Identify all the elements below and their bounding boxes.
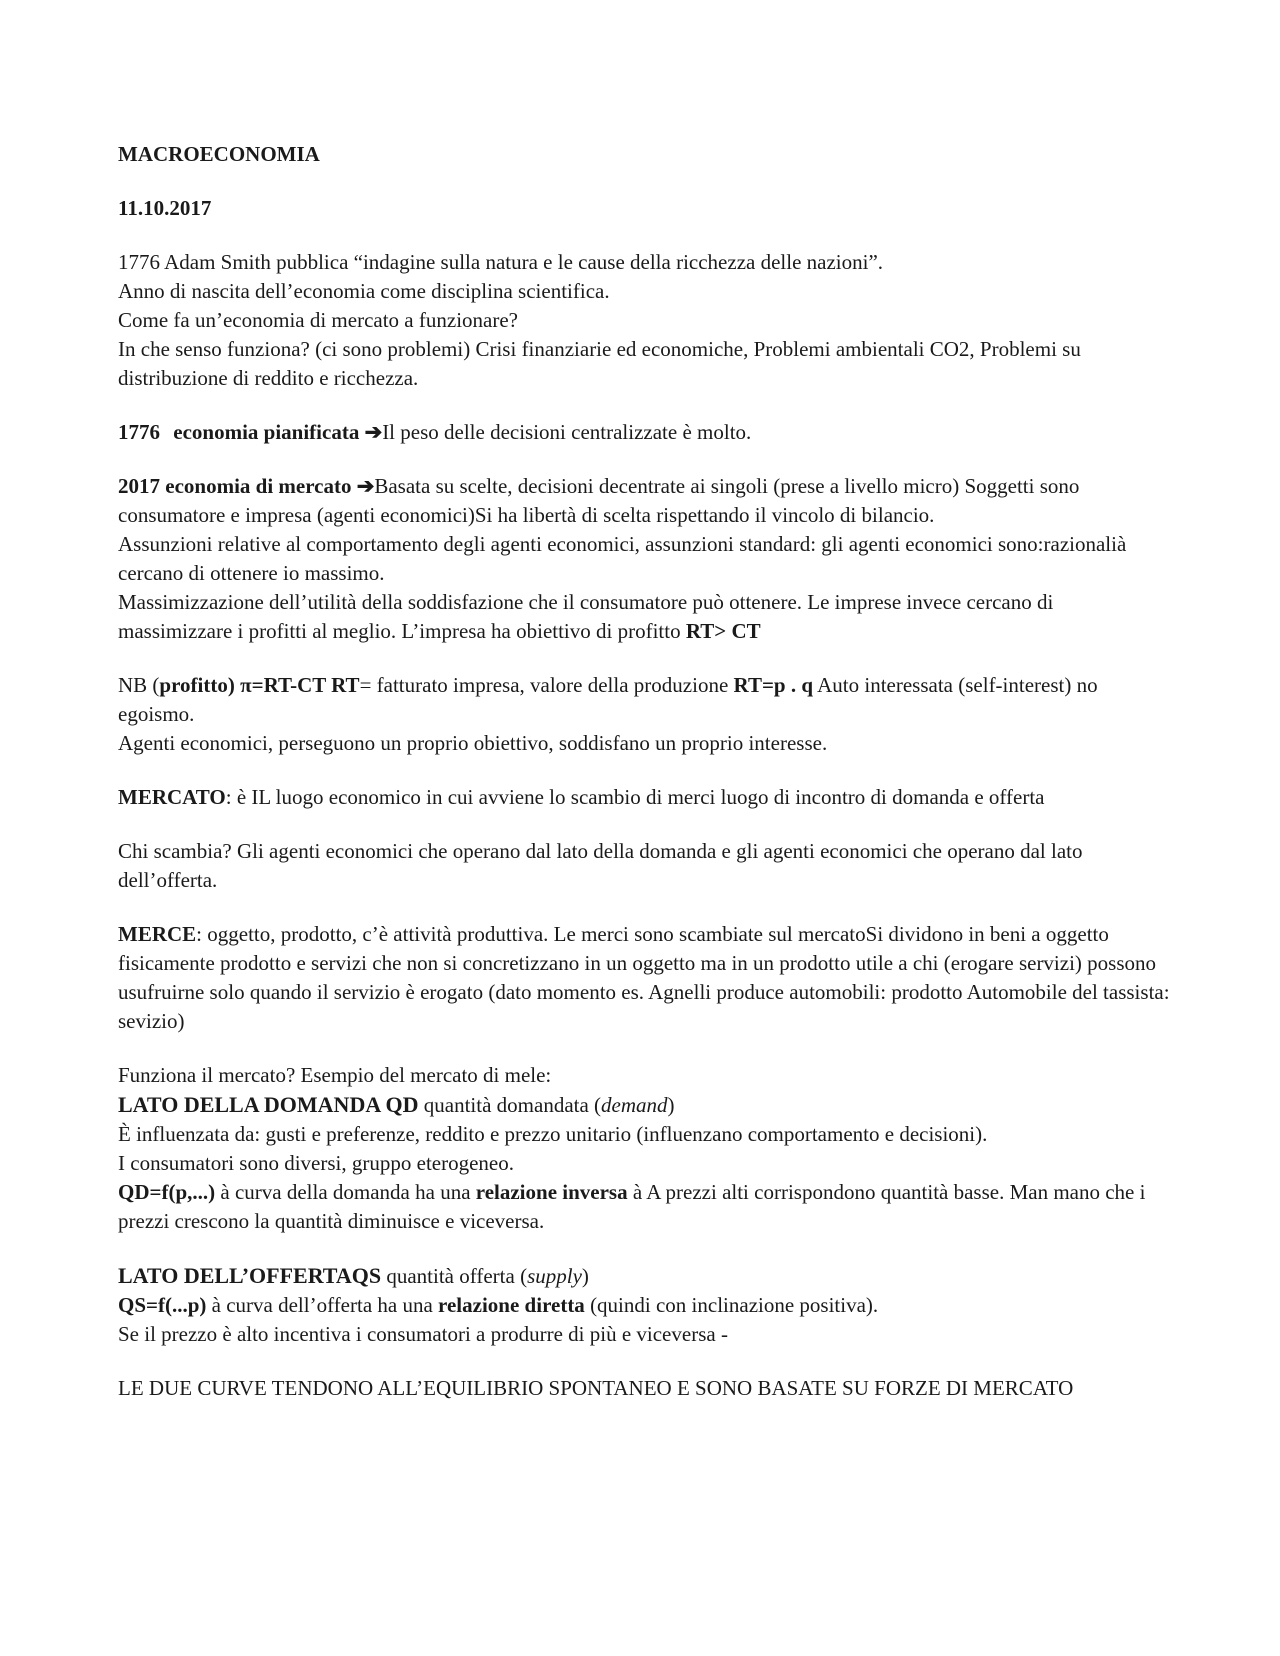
supply-formula-rest: (quindi con inclinazione positiva). (584, 1293, 879, 1317)
nb-text-1: = fatturato impresa, valore della produzione (359, 673, 734, 697)
supply-paragraph (118, 1261, 1170, 1349)
revenue-formula: RT=p . q (733, 673, 814, 697)
demand-heading-close: ) (667, 1093, 675, 1117)
lecture-date: 11.10.2017 (118, 196, 212, 220)
nb-text-2: Auto interessata (self-interest) no egoismo. (118, 673, 1098, 726)
inverse-relation: relazione inversa (475, 1180, 628, 1204)
planned-text: Il peso delle decisioni centralizzate è molto. (382, 420, 752, 444)
market-economy-text-1: Basata su scelte, decisioni decentrate ai singoli (prese a livello micro) Soggetti sono consumatore e impresa (agenti economici)Si ha libertà di scelta rispettando il vincolo di bilancio. (118, 474, 1080, 527)
supply-italic: supply (527, 1264, 582, 1288)
document-title: MACROECONOMIA (118, 142, 320, 166)
demand-heading-rest: quantità domandata ( (418, 1093, 602, 1117)
supply-heading-line (118, 1261, 1170, 1291)
mercato-definition: : è IL luogo economico in cui avviene lo scambio di merci luogo di incontro di domanda e offerta (225, 785, 1045, 809)
supply-formula-line (118, 1291, 1170, 1320)
arrow-right-icon: ➔ (356, 474, 375, 498)
supply-line-3: Se il prezzo è alto incentiva i consumatori a produrre di più e viceversa - (118, 1322, 728, 1346)
arrow-right-icon: ➔ (364, 420, 383, 444)
mercato-paragraph (118, 783, 1170, 812)
merce-term: MERCE (118, 922, 197, 946)
market-economy-text-2: Assunzioni relative al comportamento degli agenti economici, assunzioni standard: gli agenti economici sono:razionalià cercano di ottenere io massimo. (118, 532, 1127, 585)
supply-formula: QS=f(...p) (118, 1293, 207, 1317)
market-economy-lead: 2017 economia di mercato (118, 474, 352, 498)
demand-line-1: È influenzata da: gusti e preferenze, reddito e prezzo unitario (influenzano comportamento e decisioni). (118, 1122, 988, 1146)
supply-heading: LATO DELL’OFFERTAQS (118, 1263, 382, 1288)
market-economy-paragraph (118, 472, 1170, 646)
market-economy-text-3: Massimizzazione dell’utilità della soddisfazione che il consumatore può ottenere. Le imprese invece cercano di massimizzare i profitti al meglio. L’impresa ha obiettivo di profitto (118, 590, 1054, 643)
document-page (118, 140, 1170, 1428)
market-economy-line-1 (118, 472, 1170, 530)
market-economy-line-3 (118, 588, 1170, 646)
merce-paragraph (118, 920, 1170, 1036)
intro-line-2: Anno di nascita dell’economia come disciplina scientifica. (118, 279, 610, 303)
intro-paragraph (118, 248, 1170, 393)
planned-year: 1776 (118, 420, 160, 444)
nb-prefix: NB ( (118, 673, 160, 697)
planned-label: economia pianificata (173, 420, 360, 444)
direct-relation: relazione diretta (438, 1293, 585, 1317)
chi-scambia-paragraph: Chi scambia? Gli agenti economici che operano dal lato della domanda e gli agenti economici che operano dal lato dell’offerta. (118, 839, 1083, 892)
intro-line-4: In che senso funziona? (ci sono problemi) Crisi finanziarie ed economiche, Problemi ambientali CO2, Problemi su distribuzione di reddito e ricchezza. (118, 337, 1081, 390)
merce-definition: : oggetto, prodotto, c’è attività produttiva. Le merci sono scambiate sul mercatoSi dividono in beni a oggetto fisicamente prodotto e servizi che non si concretizzano in un oggetto ma in un prodotto utile a chi (erogare servizi) possono usufruirne solo quando il servizio è erogato (dato momento es. Agnelli produce automobili: prodotto Automobile del tassista: sevizio) (118, 922, 1170, 1033)
profit-condition: RT> CT (685, 619, 761, 643)
demand-intro: Funziona il mercato? Esempio del mercato di mele: (118, 1063, 552, 1087)
demand-formula-mid: à curva della domanda ha una (215, 1180, 476, 1204)
intro-line-1: 1776 Adam Smith pubblica “indagine sulla natura e le cause della ricchezza delle nazioni”. (118, 250, 884, 274)
supply-heading-rest: quantità offerta ( (381, 1264, 528, 1288)
demand-line-2: I consumatori sono diversi, gruppo eterogeneo. (118, 1151, 514, 1175)
demand-heading: LATO DELLA DOMANDA QD (118, 1092, 419, 1117)
planned-economy-paragraph (118, 418, 1170, 447)
mercato-term: MERCATO (118, 785, 226, 809)
demand-formula: QD=f(p,...) (118, 1180, 216, 1204)
demand-formula-rest: à A prezzi alti corrispondono quantità basse. Man mano che i prezzi crescono la quantità diminuisce e viceversa. (118, 1180, 1146, 1233)
intro-line-3: Come fa un’economia di mercato a funzionare? (118, 308, 518, 332)
profit-formula: profitto) π=RT-CT RT (159, 673, 360, 697)
demand-paragraph (118, 1061, 1170, 1236)
supply-formula-mid: à curva dell’offerta ha una (206, 1293, 439, 1317)
nb-paragraph (118, 671, 1170, 758)
demand-formula-line (118, 1178, 1170, 1236)
nb-line-2: Agenti economici, perseguono un proprio obiettivo, soddisfano un proprio interesse. (118, 731, 828, 755)
supply-heading-close: ) (581, 1264, 589, 1288)
conclusion-paragraph: LE DUE CURVE TENDONO ALL’EQUILIBRIO SPONTANEO E SONO BASATE SU FORZE DI MERCATO (118, 1376, 1074, 1400)
demand-italic: demand (601, 1093, 668, 1117)
demand-heading-line (118, 1090, 1170, 1120)
nb-line-1 (118, 671, 1170, 729)
